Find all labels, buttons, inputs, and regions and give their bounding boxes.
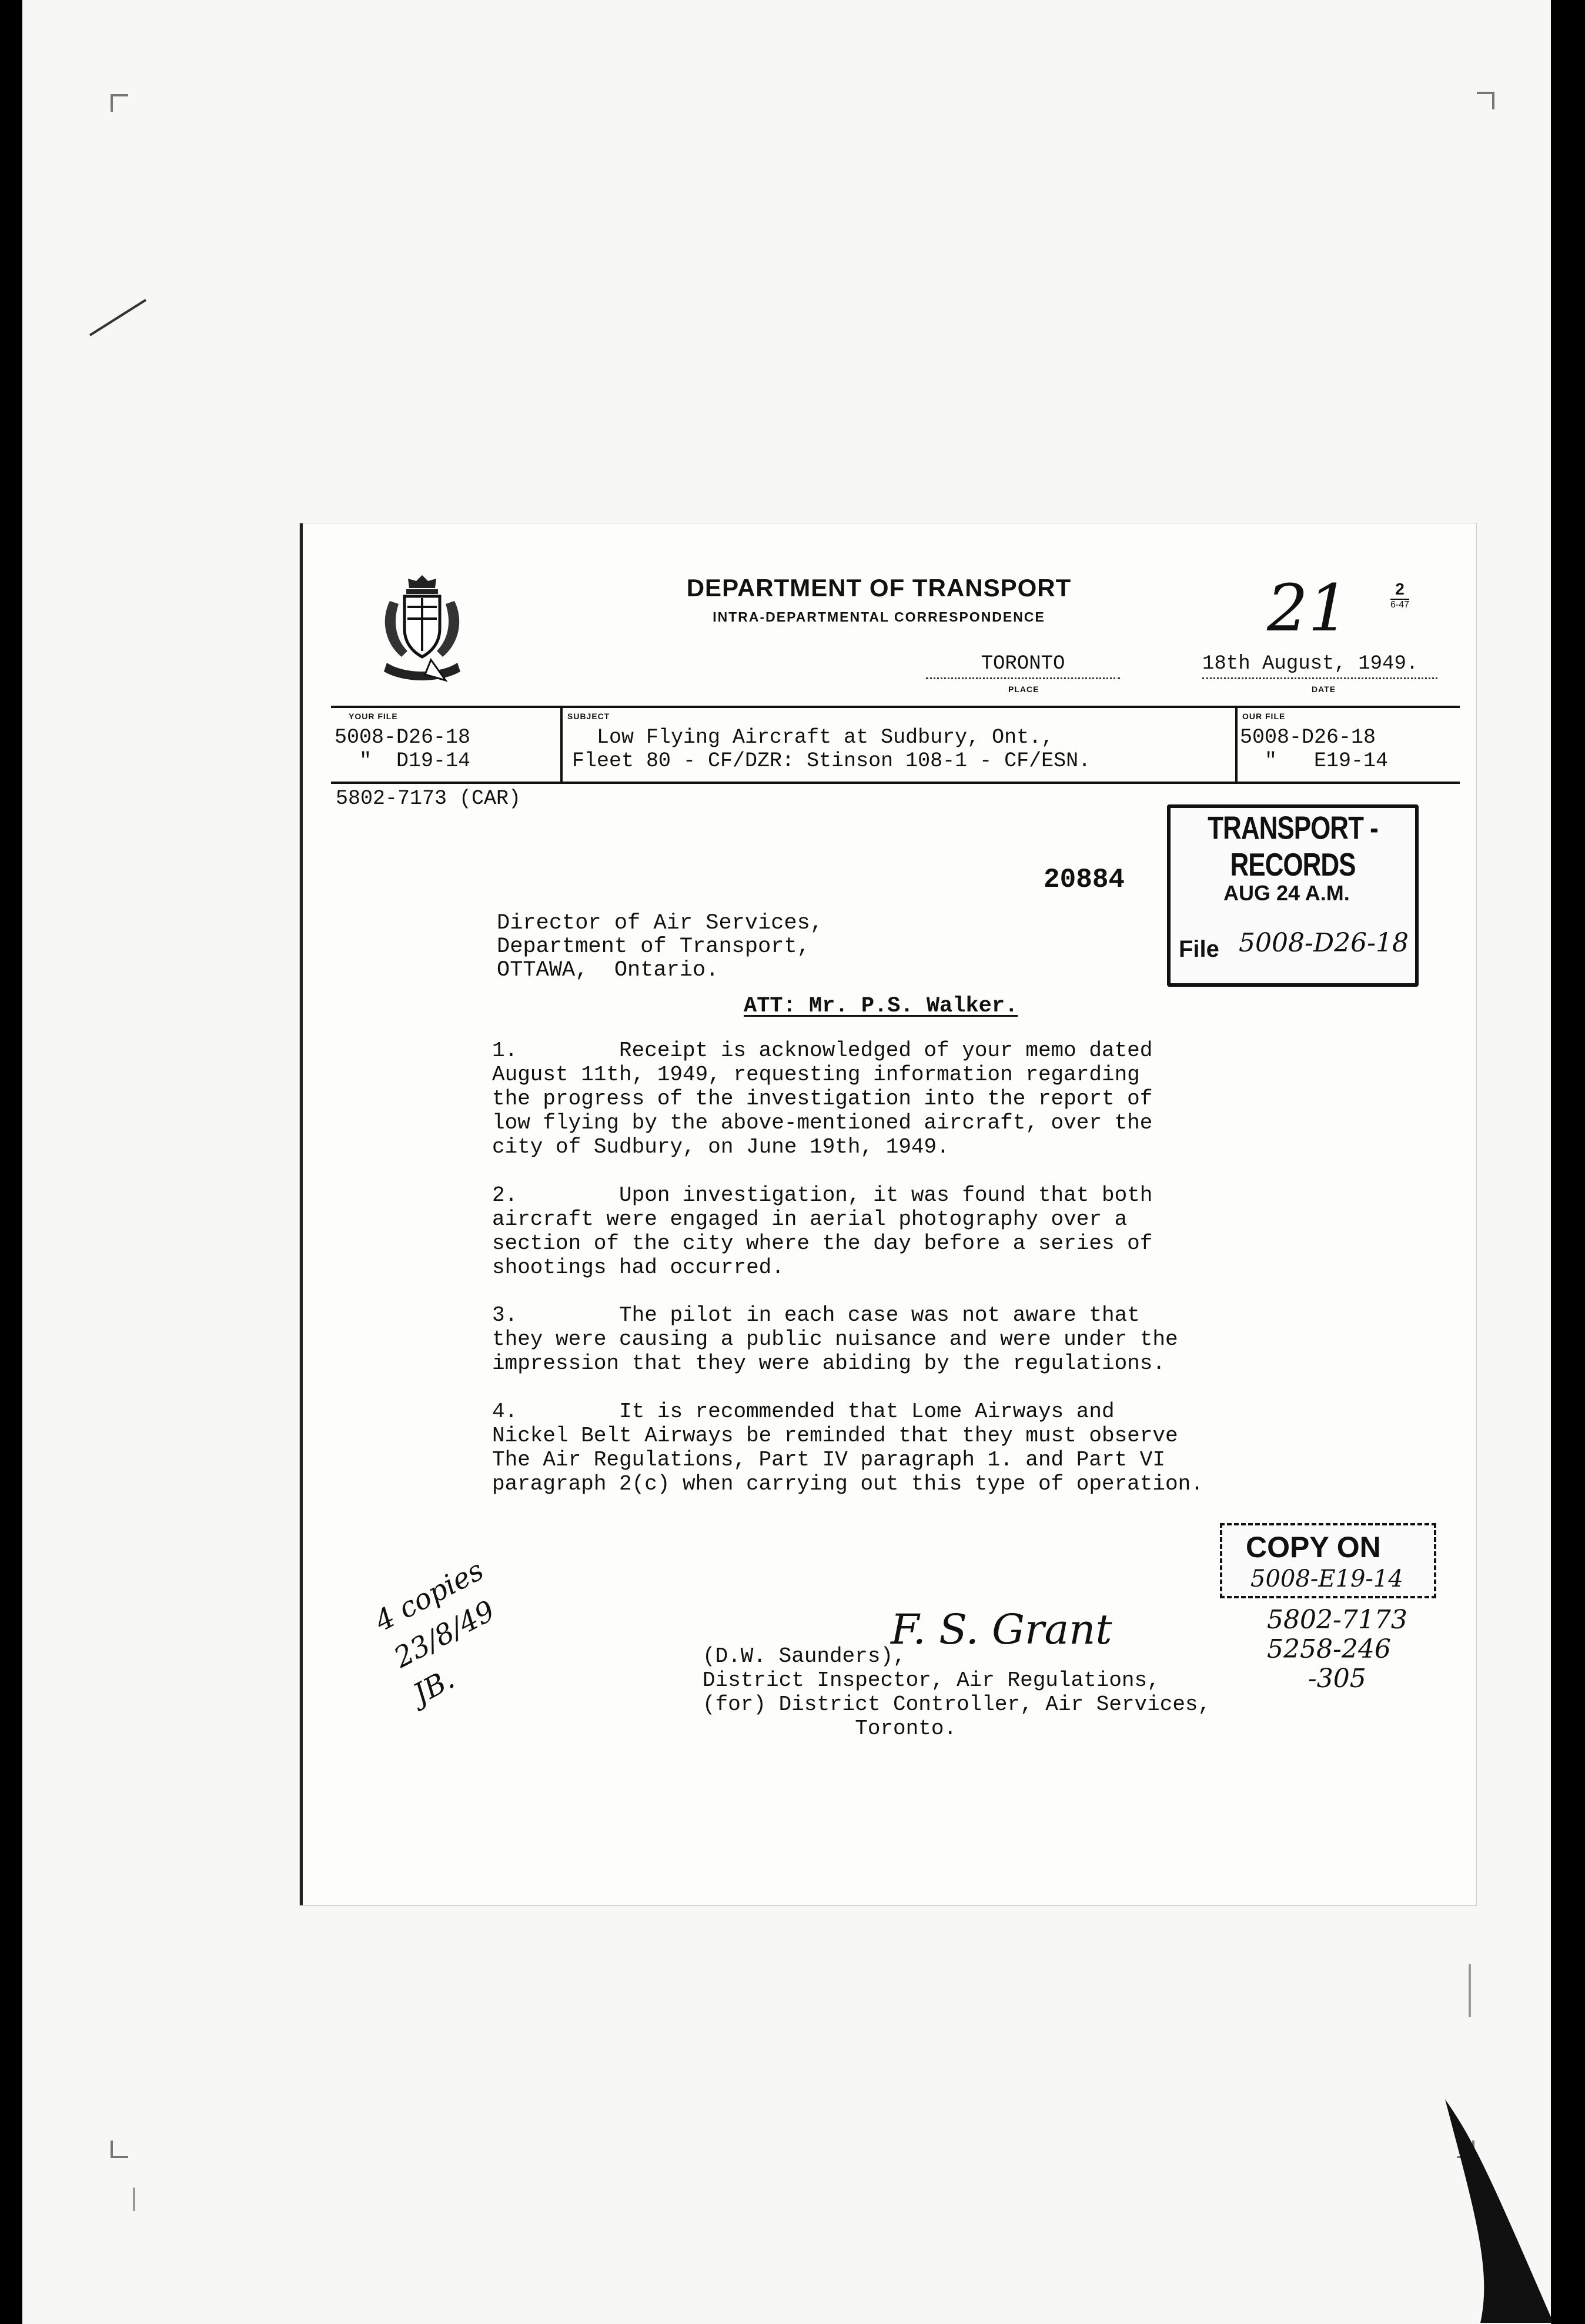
subject-value: Low Flying Aircraft at Sudbury, Ont., Fleet 80 - CF/DZR: Stinson 108-1 - CF/ESN. [572,726,1091,773]
form-revision: 6-47 [1390,600,1410,610]
folio-number-handwritten: 21 [1267,570,1349,646]
copy-on-stamp [1220,1523,1436,1598]
paragraph-3: 3. The pilot in each case was not aware that they were causing a public nuisance and were under the impression that they were abiding by the regulations. [492,1303,1178,1375]
paragraph-2: 2. Upon investigation, it was found that both aircraft were engaged in aerial photography over a section of the city where the day before a series of shootings had occurred. [492,1183,1153,1280]
film-damage-mark [1422,2093,1551,2323]
place-dotted-line [926,677,1120,679]
signature-block: (D.W. Saunders), District Inspector, Air Regulations, (for) District Controller, Air Services, Toronto. [703,1644,1211,1741]
paragraph-1: 1. Receipt is acknowledged of your memo dated August 11th, 1949, requesting information regarding the progress of the investigation into the report of low flying by the above-mentioned aircraft, over the city of Sudbury, on June 19th, 1949. [492,1039,1153,1159]
registry-number: 20884 [1044,864,1125,895]
our-file-value: 5008-D26-18 " E19-14 [1240,726,1389,773]
place-label: PLACE [1008,684,1039,694]
attention-line: ATT: Mr. P.S. Walker. [744,994,1018,1019]
coat-of-arms-icon [378,572,466,683]
date-label: DATE [1312,684,1336,694]
department-title: DEPARTMENT OF TRANSPORT [686,574,1072,602]
date-dotted-line [1202,677,1437,679]
frame-corner-mark [1477,92,1494,109]
memo-sheet [300,523,1476,1905]
your-file-label: YOUR FILE [349,712,398,721]
copy-on-title: COPY ON [1246,1531,1381,1564]
column-divider [560,708,563,782]
frame-tick-mark [133,2188,135,2211]
addressee-block: Director of Air Services, Department of Transport, OTTAWA, Ontario. [497,911,824,983]
transport-records-stamp [1167,804,1419,987]
car-file-reference: 5802-7173 (CAR) [336,787,521,810]
copy-on-file-number: 5008-E19-14 [1250,1565,1403,1592]
records-stamp-file-number: 5008-D26-18 [1239,928,1409,958]
frame-tick-mark [1469,1964,1471,2017]
records-stamp-date: AUG 24 A.M. [1223,881,1350,905]
form-number-value: 2 [1390,580,1409,600]
file-reference-row [331,706,1460,784]
paragraph-4: 4. It is recommended that Lome Airways and Nickel Belt Airways be reminded that they must observe The Air Regulations, Part IV paragraph 1. and Part VI paragraph 2(c) when carrying out this type of operation. [492,1400,1203,1496]
frame-corner-mark [111,2141,128,2158]
frame-corner-mark [111,94,128,112]
handwritten-copies-note: 4 copies 23/8/49 JB. [369,1553,500,1711]
records-stamp-title: TRANSPORT - RECORDS [1208,810,1378,883]
our-file-label: OUR FILE [1242,712,1286,721]
place-value: TORONTO [981,653,1065,675]
signature-handwritten: F. S. Grant [891,1605,1112,1654]
subject-label: SUBJECT [567,712,610,721]
records-stamp-file-label: File [1179,936,1219,962]
cross-reference-notes: 5802-7173 5258-246 -305 [1267,1605,1407,1694]
date-value: 18th August, 1949. [1202,653,1419,675]
column-divider [1235,708,1238,782]
scratch-mark [87,294,152,341]
form-number [1390,580,1409,610]
correspondence-subtitle: INTRA-DEPARTMENTAL CORRESPONDENCE [713,609,1045,625]
your-file-value: 5008-D26-18 " D19-14 [335,726,471,773]
